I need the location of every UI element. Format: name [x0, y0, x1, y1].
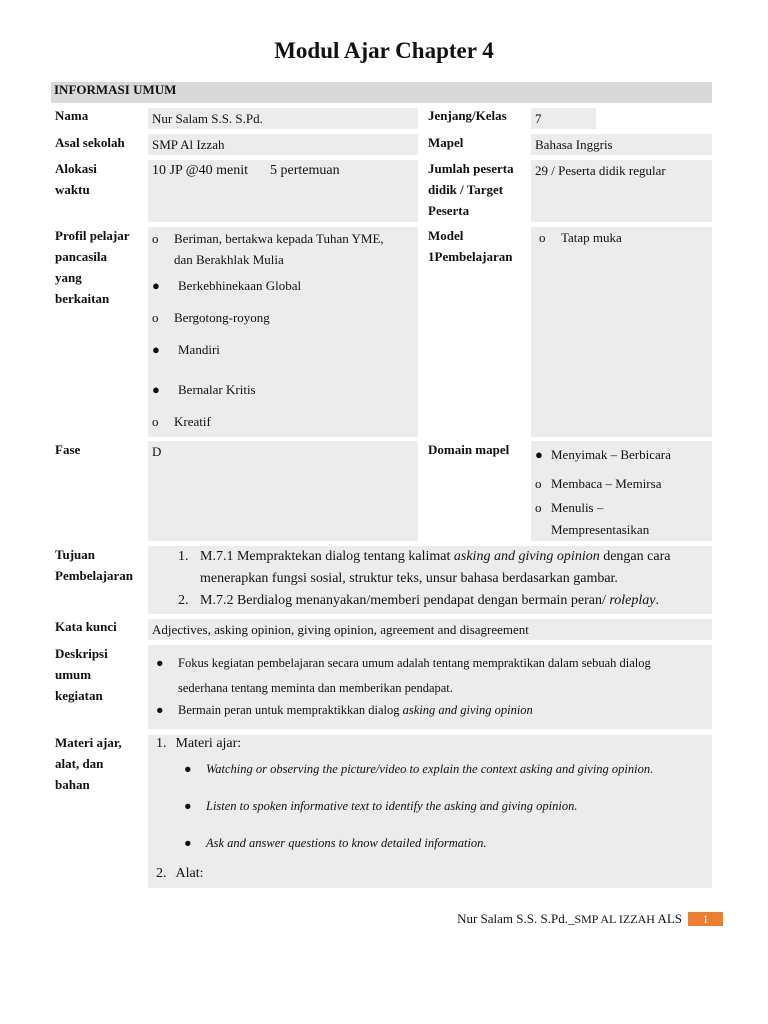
- label-alokasi: Alokasi waktu: [55, 161, 97, 197]
- page-footer: [0, 911, 768, 927]
- value-jumlah-peserta: 29 / Peserta didik regular: [531, 160, 712, 222]
- list-item: o Bergotong-royong: [152, 310, 270, 325]
- list-item: ● Watching or observing the picture/video to explain the context asking and giving opinion.: [184, 762, 654, 776]
- label-model-pembelajaran: Model 1Pembelajaran: [428, 228, 513, 264]
- label-asal-sekolah: Asal sekolah: [55, 135, 125, 150]
- label-jenjang: Jenjang/Kelas: [428, 108, 507, 123]
- deskripsi-list: [148, 645, 712, 729]
- footer-text: Nur Salam S.S. S.Pd._SMP AL IZZAH ALS: [457, 911, 682, 926]
- list-item: o Membaca – Memirsa: [535, 476, 662, 491]
- label-jumlah-peserta: Jumlah peserta didik / Target Peserta: [428, 161, 514, 218]
- label-profil-pelajar: Profil pelajar pancasila yang berkaitan: [55, 228, 130, 306]
- list-item: o Kreatif: [152, 414, 211, 429]
- list-item: 2. M.7.2 Berdialog menanyakan/memberi pendapat dengan bermain peran/ roleplay.: [178, 593, 659, 608]
- value-asal-sekolah: SMP Al Izzah: [148, 134, 418, 155]
- materi-list: [148, 735, 712, 888]
- model-list: [531, 227, 712, 437]
- page-number: 1: [688, 912, 723, 926]
- list-item: o Beriman, bertakwa kepada Tuhan YME, dan Berakhlak Mulia: [152, 231, 384, 267]
- domain-list: [531, 441, 712, 541]
- value-alokasi: 10 JP @40 menit 5 pertemuan: [148, 160, 418, 222]
- tujuan-list: [148, 546, 712, 614]
- list-item: ● Ask and answer questions to know detailed information.: [184, 836, 487, 850]
- label-nama: Nama: [55, 108, 89, 123]
- list-item: 1. Materi ajar:: [156, 736, 242, 751]
- list-item: o Menulis – Mempresentasikan: [535, 500, 650, 537]
- label-mapel: Mapel: [428, 135, 464, 150]
- label-deskripsi: Deskripsi umum kegiatan: [55, 646, 108, 703]
- profil-list: [148, 227, 418, 437]
- label-domain-mapel: Domain mapel: [428, 442, 510, 457]
- value-nama: Nur Salam S.S. S.Pd.: [148, 108, 418, 129]
- label-fase: Fase: [55, 442, 81, 457]
- list-item: ● Bermain peran untuk mempraktikkan dialog asking and giving opinion: [156, 703, 533, 717]
- list-item: ● Menyimak – Berbicara: [535, 447, 671, 462]
- value-fase: D: [148, 441, 418, 541]
- document-title: Modul Ajar Chapter 4: [274, 38, 494, 63]
- list-item: ● Listen to spoken informative text to identify the asking and giving opinion.: [184, 799, 578, 813]
- label-tujuan: Tujuan Pembelajaran: [55, 547, 133, 583]
- list-item: ● Bernalar Kritis: [152, 382, 256, 397]
- value-mapel: Bahasa Inggris: [531, 134, 712, 155]
- list-item: ● Berkebhinekaan Global: [152, 278, 302, 293]
- value-kata-kunci: Adjectives, asking opinion, giving opinion, agreement and disagreement: [148, 619, 712, 640]
- value-jenjang: 7: [531, 108, 596, 129]
- list-item: o Tatap muka: [539, 230, 622, 245]
- section-header: INFORMASI UMUM: [51, 82, 712, 103]
- list-item: 2. Alat:: [156, 866, 204, 881]
- list-item: ● Mandiri: [152, 342, 220, 357]
- label-kata-kunci: Kata kunci: [55, 619, 117, 634]
- list-item: ● Fokus kegiatan pembelajaran secara umum adalah tentang mempraktikan dalam sebuah dialog sederhana tentang meminta dan memberikan pendapat.: [156, 656, 651, 695]
- list-item: 1. M.7.1 Mempraktekan dialog tentang kalimat asking and giving opinion dengan cara menerapkan fungsi sosial, struktur teks, unsur bahasa berdasarkan gambar.: [178, 549, 671, 586]
- label-materi: Materi ajar, alat, dan bahan: [55, 735, 122, 792]
